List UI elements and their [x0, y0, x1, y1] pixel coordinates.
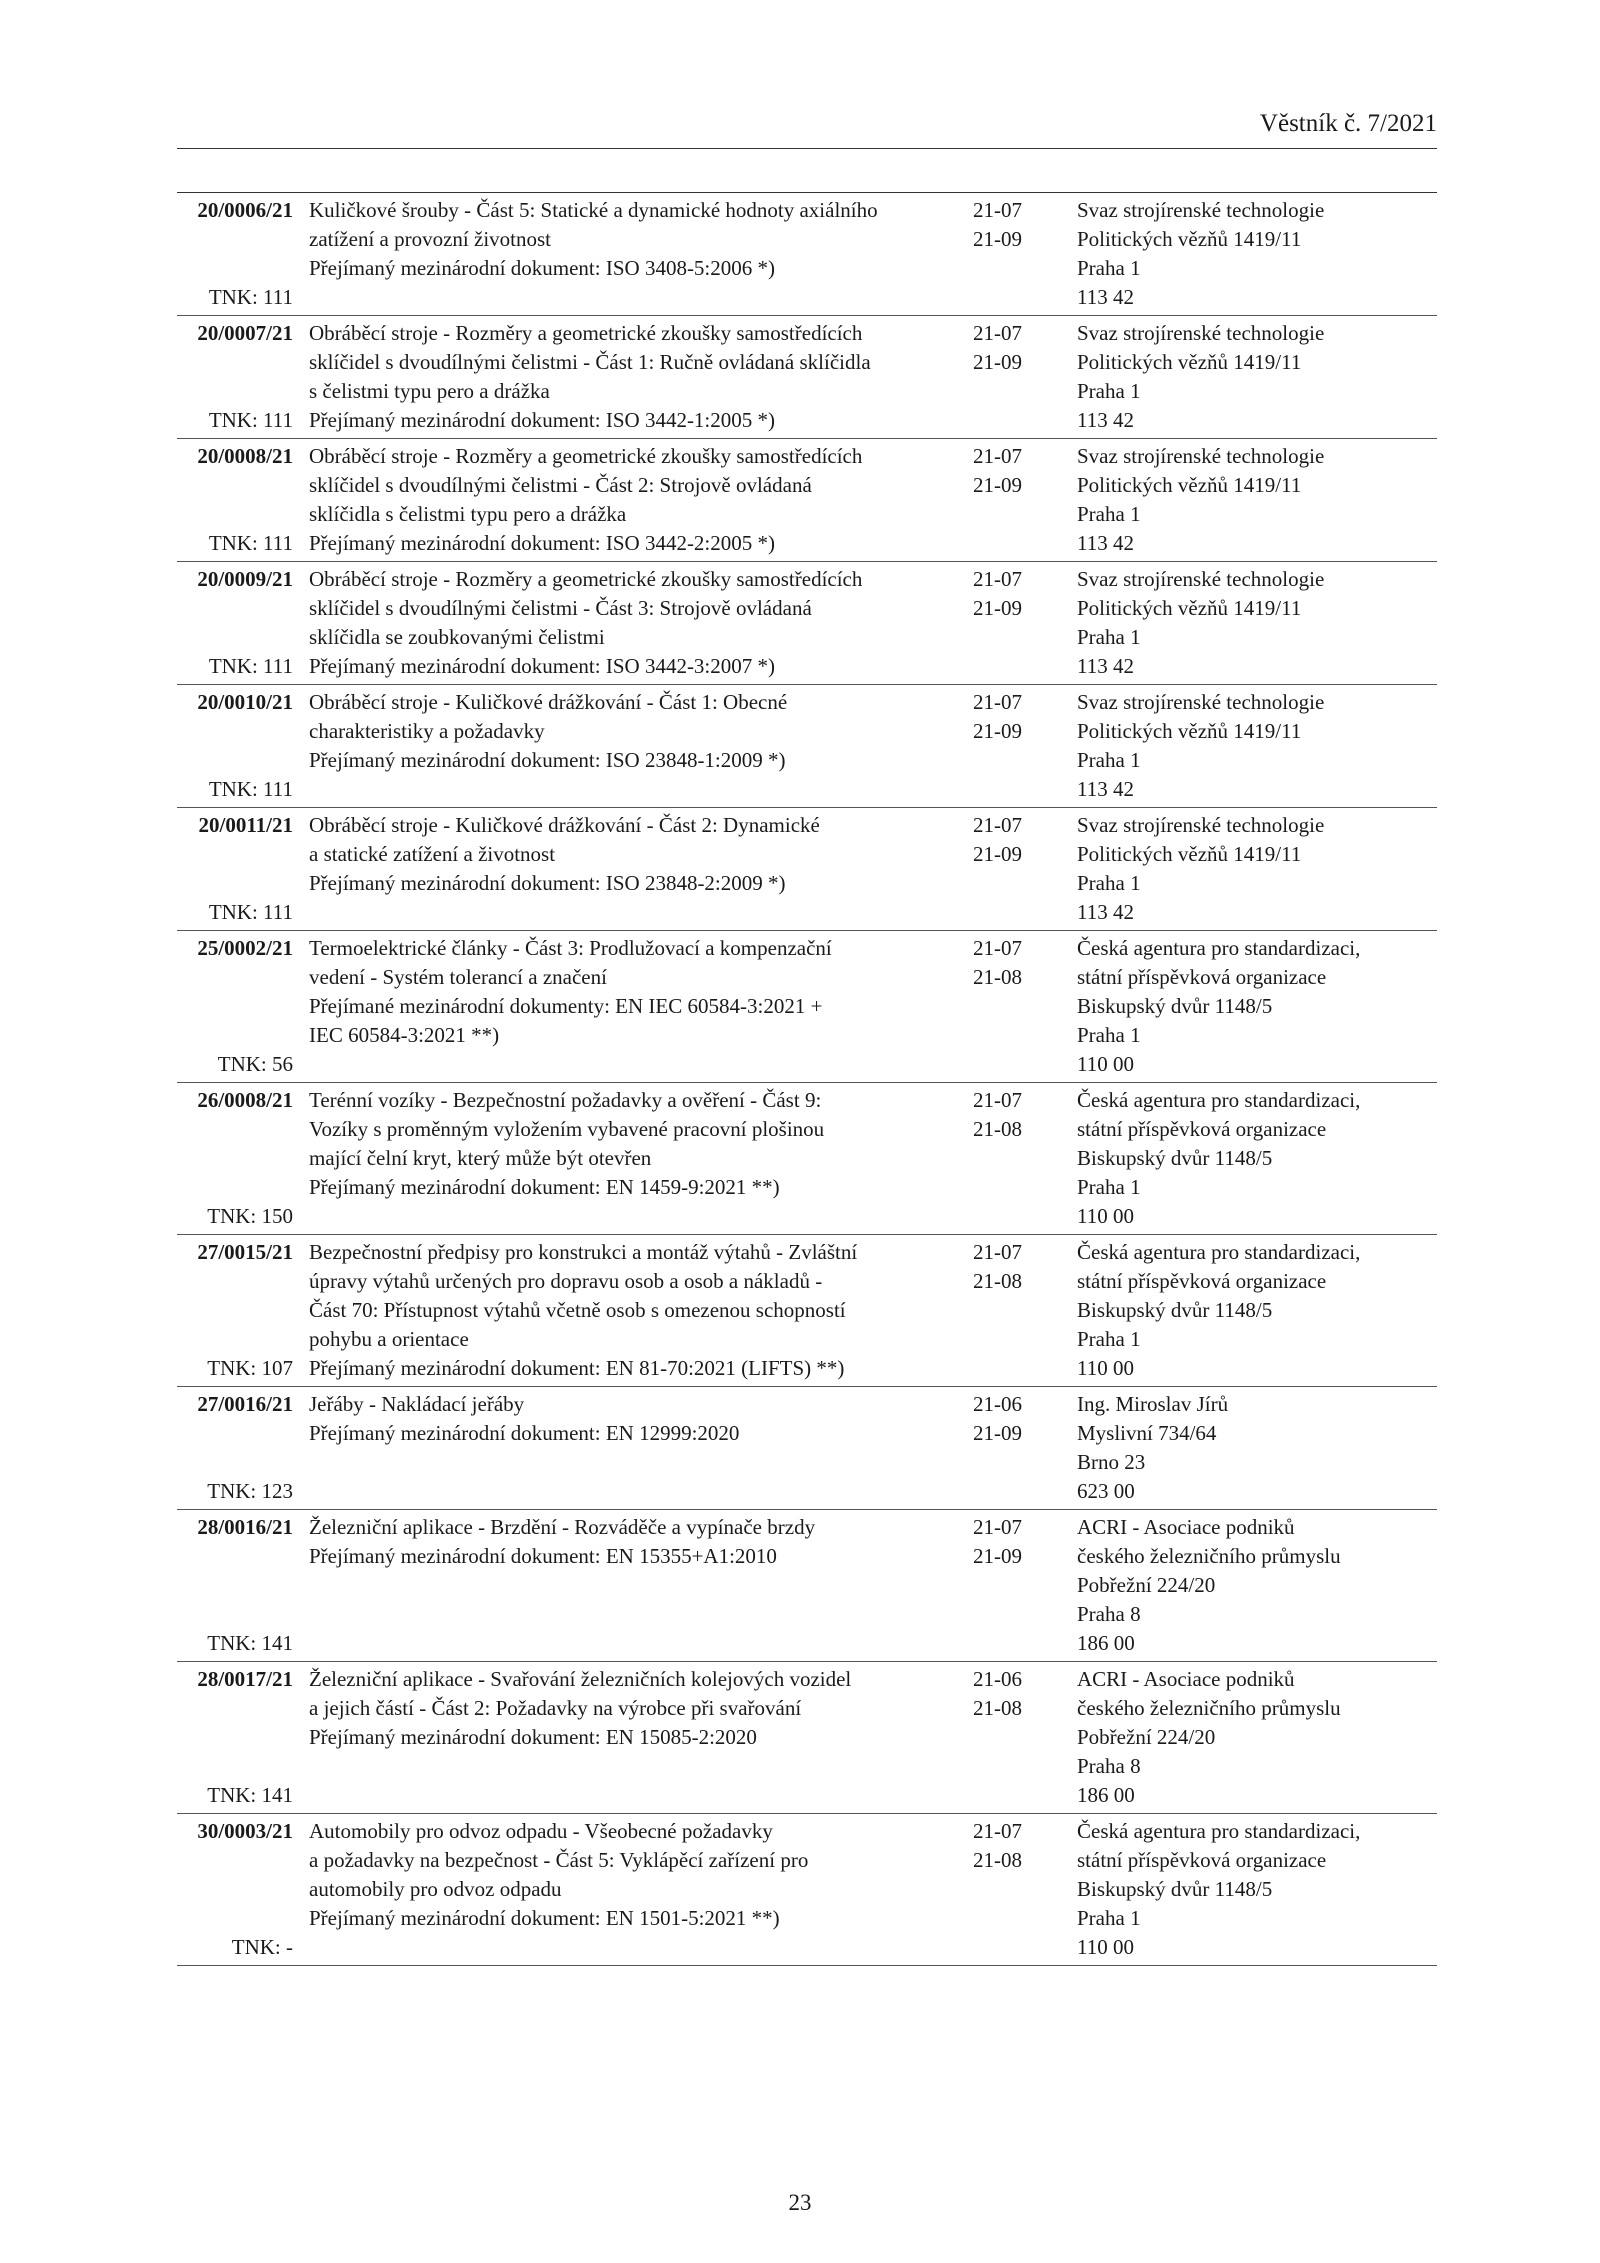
- entry-date-end: 21-08: [973, 1269, 1022, 1293]
- entry-title: Terénní vozíky - Bezpečnostní požadavky a ověření - Část 9: Vozíky s proměnným vyložením vybavené pracovní plošinou mající čelní kryt, který může být otevřen Přejímaný mezinárodní dokument: EN 1459-9:2021 **): [309, 1088, 825, 1199]
- address-line: 113 42: [1077, 531, 1134, 555]
- entry-dates: [969, 934, 1077, 1079]
- entry-title: Železniční aplikace - Brzdění - Rozváděče a vypínače brzdy Přejímaný mezinárodní dokument: EN 15355+A1:2010: [309, 1515, 816, 1568]
- entry-number: 20/0007/21: [197, 321, 293, 345]
- address-line: Politických vězňů 1419/11: [1077, 473, 1302, 497]
- standard-entry: [177, 562, 1437, 685]
- address-line: Česká agentura pro standardizaci,: [1077, 1088, 1361, 1112]
- entry-tnk: TNK: 150: [207, 1204, 293, 1228]
- address-line: 186 00: [1077, 1783, 1135, 1807]
- entry-address: [1077, 1086, 1437, 1231]
- entry-title: Automobily pro odvoz odpadu - Všeobecné požadavky a požadavky na bezpečnost - Část 5: Vyklápěcí zařízení pro automobily pro odvoz odpadu Přejímaný mezinárodní dokument: EN 1501-5:2021 **): [309, 1819, 809, 1930]
- address-line: ACRI - Asociace podniků: [1077, 1515, 1295, 1539]
- entry-date-start: 21-07: [973, 321, 1022, 345]
- address-line: Praha 1: [1077, 1906, 1141, 1930]
- address-line: 110 00: [1077, 1935, 1134, 1959]
- entry-title: Termoelektrické články - Část 3: Prodlužovací a kompenzační vedení - Systém tolerancí a značení Přejímané mezinárodní dokumenty: EN IEC 60584-3:2021 + IEC 60584-3:2021 **): [309, 936, 832, 1047]
- standard-entry: [177, 1235, 1437, 1387]
- standard-entry: [177, 685, 1437, 808]
- entry-dates: [969, 442, 1077, 558]
- address-line: Politických vězňů 1419/11: [1077, 719, 1302, 743]
- address-line: Biskupský dvůr 1148/5: [1077, 1146, 1273, 1170]
- entry-tnk: TNK: 141: [207, 1631, 293, 1655]
- standard-entry: [177, 1387, 1437, 1510]
- entry-number: 25/0002/21: [197, 936, 293, 960]
- address-line: Svaz strojírenské technologie: [1077, 567, 1325, 591]
- entry-identifiers: [177, 811, 307, 927]
- entry-number: 20/0009/21: [197, 567, 293, 591]
- entry-date-end: 21-09: [973, 227, 1022, 251]
- entry-tnk: TNK: 111: [208, 531, 293, 555]
- entry-date-end: 21-08: [973, 965, 1022, 989]
- entry-identifiers: [177, 442, 307, 558]
- address-line: 110 00: [1077, 1356, 1134, 1380]
- entry-number: 27/0015/21: [197, 1240, 293, 1264]
- entry-date-start: 21-07: [973, 567, 1022, 591]
- entry-date-start: 21-07: [973, 444, 1022, 468]
- address-line: Svaz strojírenské technologie: [1077, 321, 1325, 345]
- address-line: 110 00: [1077, 1052, 1134, 1076]
- standard-entry: [177, 193, 1437, 316]
- entry-title: Bezpečnostní předpisy pro konstrukci a montáž výtahů - Zvláštní úpravy výtahů určených pro dopravu osob a osob a nákladů - Část 70: Přístupnost výtahů včetně osob s omezenou schopností pohybu a orientace Přejímaný mezinárodní dokument: EN 81-70:2021 (LIFTS) **): [309, 1240, 858, 1380]
- entry-date-end: 21-09: [973, 1544, 1022, 1568]
- entry-date-end: 21-09: [973, 473, 1022, 497]
- address-line: Praha 1: [1077, 625, 1141, 649]
- entry-dates: [969, 1238, 1077, 1383]
- entry-title: Železniční aplikace - Svařování železničních kolejových vozidel a jejich částí - Část 2: Požadavky na výrobce při svařování Přejímaný mezinárodní dokument: EN 15085-2:2020: [309, 1667, 852, 1749]
- entry-identifiers: [177, 1513, 307, 1658]
- entry-address: [1077, 442, 1437, 558]
- address-line: Česká agentura pro standardizaci,: [1077, 936, 1361, 960]
- entry-identifiers: [177, 1238, 307, 1383]
- address-line: Politických vězňů 1419/11: [1077, 227, 1302, 251]
- entry-tnk: TNK: 111: [208, 654, 293, 678]
- standards-list: [177, 192, 1437, 1966]
- entry-number: 20/0006/21: [197, 198, 293, 222]
- entry-date-start: 21-07: [973, 690, 1022, 714]
- entry-date-start: 21-07: [973, 813, 1022, 837]
- address-line: 113 42: [1077, 408, 1134, 432]
- entry-identifiers: [177, 196, 307, 312]
- entry-date-start: 21-07: [973, 1819, 1022, 1843]
- standard-entry: [177, 931, 1437, 1083]
- address-line: 186 00: [1077, 1631, 1135, 1655]
- entry-number: 20/0011/21: [198, 813, 293, 837]
- address-line: Svaz strojírenské technologie: [1077, 444, 1325, 468]
- address-line: Praha 1: [1077, 871, 1141, 895]
- address-line: Biskupský dvůr 1148/5: [1077, 994, 1273, 1018]
- address-line: Biskupský dvůr 1148/5: [1077, 1298, 1273, 1322]
- standard-entry: [177, 1083, 1437, 1235]
- address-line: ACRI - Asociace podniků: [1077, 1667, 1295, 1691]
- address-line: Praha 1: [1077, 379, 1141, 403]
- entry-dates: [969, 1513, 1077, 1658]
- address-line: Politických vězňů 1419/11: [1077, 842, 1302, 866]
- address-line: Myslivní 734/64: [1077, 1421, 1217, 1445]
- entry-address: [1077, 934, 1437, 1079]
- bulletin-title: Věstník č. 7/2021: [1259, 110, 1437, 137]
- address-line: Pobřežní 224/20: [1077, 1573, 1216, 1597]
- entry-date-end: 21-08: [973, 1848, 1022, 1872]
- address-line: Politických vězňů 1419/11: [1077, 596, 1302, 620]
- entry-address: [1077, 688, 1437, 804]
- address-line: 113 42: [1077, 654, 1134, 678]
- entry-title: Kuličkové šrouby - Část 5: Statické a dynamické hodnoty axiálního zatížení a provozní životnost Přejímaný mezinárodní dokument: ISO 3408-5:2006 *): [309, 198, 878, 280]
- standard-entry: [177, 1814, 1437, 1966]
- entry-address: [1077, 811, 1437, 927]
- entry-tnk: TNK: 141: [207, 1783, 293, 1807]
- entry-number: 20/0008/21: [197, 444, 293, 468]
- entry-address: [1077, 1513, 1437, 1658]
- address-line: Česká agentura pro standardizaci,: [1077, 1819, 1361, 1843]
- entry-tnk: TNK: 123: [207, 1479, 293, 1503]
- entry-tnk: TNK: 111: [208, 900, 293, 924]
- address-line: Praha 1: [1077, 1327, 1141, 1351]
- address-line: Ing. Miroslav Jírů: [1077, 1392, 1229, 1416]
- address-line: Česká agentura pro standardizaci,: [1077, 1240, 1361, 1264]
- standard-entry: [177, 1662, 1437, 1814]
- address-line: Svaz strojírenské technologie: [1077, 198, 1325, 222]
- entry-address: [1077, 196, 1437, 312]
- entry-title: Obráběcí stroje - Kuličkové drážkování - Část 2: Dynamické a statické zatížení a životnost Přejímaný mezinárodní dokument: ISO 23848-2:2009 *): [309, 813, 820, 895]
- address-line: Praha 1: [1077, 1175, 1141, 1199]
- address-line: 623 00: [1077, 1479, 1135, 1503]
- address-line: státní příspěvková organizace: [1077, 1269, 1327, 1293]
- page-number: 23: [788, 2190, 812, 2215]
- entry-title: Jeřáby - Nakládací jeřáby Přejímaný mezinárodní dokument: EN 12999:2020: [309, 1392, 740, 1445]
- entry-address: [1077, 1817, 1437, 1962]
- address-line: českého železničního průmyslu: [1077, 1696, 1341, 1720]
- entry-number: 27/0016/21: [197, 1392, 293, 1416]
- address-line: českého železničního průmyslu: [1077, 1544, 1341, 1568]
- address-line: Brno 23: [1077, 1450, 1146, 1474]
- entry-date-end: 21-09: [973, 842, 1022, 866]
- entry-dates: [969, 688, 1077, 804]
- entry-date-start: 21-07: [973, 1240, 1022, 1264]
- address-line: státní příspěvková organizace: [1077, 965, 1327, 989]
- entry-title: Obráběcí stroje - Rozměry a geometrické zkoušky samostředících sklíčidel s dvoudílnými čelistmi - Část 3: Strojově ovládaná sklíčidla se zoubkovanými čelistmi Přejímaný mezinárodní dokument: ISO 3442-3:2007 *): [309, 567, 863, 678]
- entry-number: 20/0010/21: [197, 690, 293, 714]
- address-line: Pobřežní 224/20: [1077, 1725, 1216, 1749]
- address-line: státní příspěvková organizace: [1077, 1848, 1327, 1872]
- address-line: Praha 8: [1077, 1754, 1141, 1778]
- address-line: 113 42: [1077, 285, 1134, 309]
- entry-dates: [969, 196, 1077, 312]
- entry-date-end: 21-09: [973, 350, 1022, 374]
- entry-tnk: TNK: 111: [208, 285, 293, 309]
- entry-number: 28/0017/21: [197, 1667, 293, 1691]
- standard-entry: [177, 1510, 1437, 1662]
- entry-identifiers: [177, 688, 307, 804]
- entry-title: Obráběcí stroje - Rozměry a geometrické zkoušky samostředících sklíčidel s dvoudílnými čelistmi - Část 2: Strojově ovládaná sklíčidla s čelistmi typu pero a drážka Přejímaný mezinárodní dokument: ISO 3442-2:2005 *): [309, 444, 863, 555]
- entry-identifiers: [177, 934, 307, 1079]
- standard-entry: [177, 439, 1437, 562]
- entry-dates: [969, 811, 1077, 927]
- entry-date-start: 21-06: [973, 1667, 1022, 1691]
- address-line: 113 42: [1077, 900, 1134, 924]
- entry-identifiers: [177, 1086, 307, 1231]
- entry-identifiers: [177, 1665, 307, 1810]
- entry-address: [1077, 565, 1437, 681]
- address-line: 110 00: [1077, 1204, 1134, 1228]
- entry-tnk: TNK: 56: [217, 1052, 293, 1076]
- entry-dates: [969, 565, 1077, 681]
- entry-tnk: TNK: 111: [208, 408, 293, 432]
- standard-entry: [177, 808, 1437, 931]
- page-header: [177, 110, 1437, 149]
- entry-tnk: TNK: 107: [207, 1356, 293, 1380]
- standard-entry: [177, 316, 1437, 439]
- entry-date-start: 21-07: [973, 1515, 1022, 1539]
- address-line: Praha 8: [1077, 1602, 1141, 1626]
- entry-dates: [969, 1390, 1077, 1506]
- entry-identifiers: [177, 1817, 307, 1962]
- entry-dates: [969, 319, 1077, 435]
- address-line: Svaz strojírenské technologie: [1077, 690, 1325, 714]
- entry-address: [1077, 1390, 1437, 1506]
- address-line: Praha 1: [1077, 256, 1141, 280]
- entry-address: [1077, 319, 1437, 435]
- entry-dates: [969, 1086, 1077, 1231]
- entry-date-end: 21-08: [973, 1117, 1022, 1141]
- entry-date-start: 21-07: [973, 198, 1022, 222]
- entry-identifiers: [177, 1390, 307, 1506]
- entry-dates: [969, 1817, 1077, 1962]
- entry-number: 30/0003/21: [197, 1819, 293, 1843]
- entry-date-start: 21-07: [973, 936, 1022, 960]
- address-line: Praha 1: [1077, 748, 1141, 772]
- entry-date-start: 21-06: [973, 1392, 1022, 1416]
- entry-tnk: TNK: -: [231, 1935, 293, 1959]
- entry-title: Obráběcí stroje - Rozměry a geometrické zkoušky samostředících sklíčidel s dvoudílnými čelistmi - Část 1: Ručně ovládaná sklíčidla s čelistmi typu pero a drážka Přejímaný mezinárodní dokument: ISO 3442-1:2005 *): [309, 321, 871, 432]
- entry-number: 28/0016/21: [197, 1515, 293, 1539]
- entry-date-end: 21-09: [973, 719, 1022, 743]
- entry-date-end: 21-09: [973, 596, 1022, 620]
- address-line: Praha 1: [1077, 1023, 1141, 1047]
- entry-identifiers: [177, 565, 307, 681]
- address-line: 113 42: [1077, 777, 1134, 801]
- entry-title: Obráběcí stroje - Kuličkové drážkování - Část 1: Obecné charakteristiky a požadavky Přejímaný mezinárodní dokument: ISO 23848-1:2009 *): [309, 690, 788, 772]
- address-line: Politických vězňů 1419/11: [1077, 350, 1302, 374]
- entry-date-end: 21-08: [973, 1696, 1022, 1720]
- entry-date-end: 21-09: [973, 1421, 1022, 1445]
- entry-address: [1077, 1238, 1437, 1383]
- address-line: Biskupský dvůr 1148/5: [1077, 1877, 1273, 1901]
- entry-address: [1077, 1665, 1437, 1810]
- entry-number: 26/0008/21: [197, 1088, 293, 1112]
- address-line: Praha 1: [1077, 502, 1141, 526]
- entry-tnk: TNK: 111: [208, 777, 293, 801]
- address-line: státní příspěvková organizace: [1077, 1117, 1327, 1141]
- entry-identifiers: [177, 319, 307, 435]
- entry-dates: [969, 1665, 1077, 1810]
- address-line: Svaz strojírenské technologie: [1077, 813, 1325, 837]
- entry-date-start: 21-07: [973, 1088, 1022, 1112]
